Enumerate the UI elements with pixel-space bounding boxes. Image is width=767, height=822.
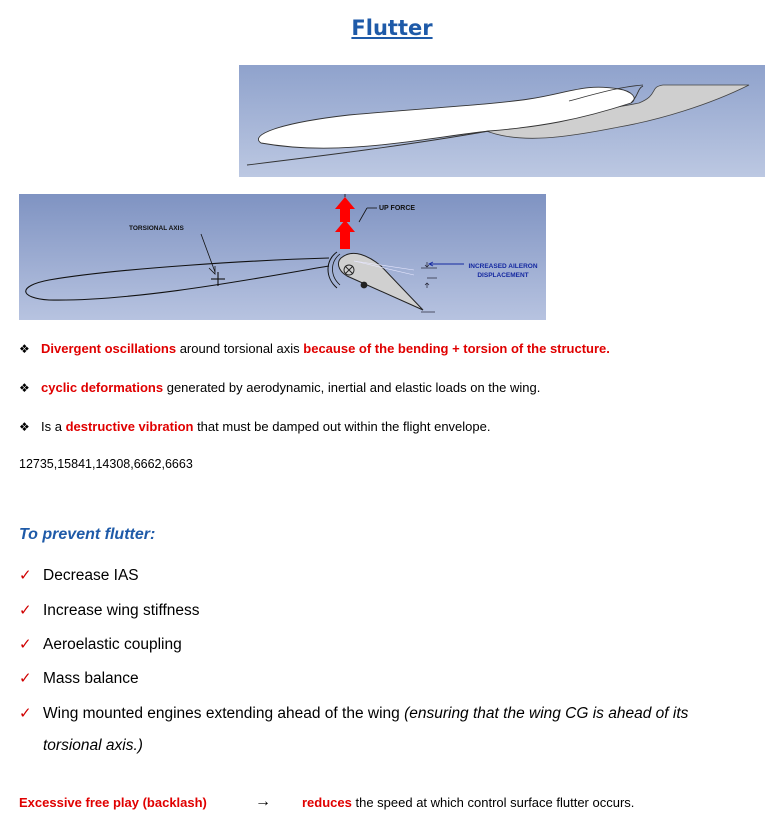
check-mark-icon: ✓ [19, 636, 32, 653]
diamond-bullet-icon: ❖ [19, 342, 30, 356]
wing-twist-figure [239, 65, 765, 177]
up-force-label: UP FORCE [379, 205, 416, 212]
reference-numbers: 12735,15841,14308,6662,6663 [19, 457, 193, 471]
right-arrow-icon: → [255, 793, 271, 810]
bullet-item: ❖ Divergent oscillations around torsional axis because of the bending + torsion of the structure. [19, 341, 610, 356]
prevent-heading: To prevent flutter: [19, 526, 156, 543]
bullet-item: ❖ cyclic deformations generated by aerodynamic, inertial and elastic loads on the wing. [19, 380, 541, 395]
check-mark-icon: ✓ [19, 670, 32, 687]
aileron-label-line2: DISPLACEMENT [477, 272, 529, 279]
cg-marker-icon [361, 282, 368, 289]
page-title: Flutter [351, 16, 433, 40]
aileron-flutter-figure [19, 194, 546, 320]
aileron-label-line1: INCREASED AILERON [468, 263, 538, 270]
diamond-bullet-icon: ❖ [19, 420, 30, 434]
prevent-item: ✓ Increase wing stiffness [19, 602, 200, 619]
check-mark-icon: ✓ [19, 567, 32, 584]
check-mark-icon: ✓ [19, 602, 32, 619]
torsional-axis-label: TORSIONAL AXIS [129, 225, 184, 232]
backlash-note: Excessive free play (backlash) → reduces the speed at which control surface flutter occurs. [19, 793, 635, 810]
check-mark-icon: ✓ [19, 705, 32, 722]
prevent-item: ✓ Wing mounted engines extending ahead of the wing (ensuring that the wing CG is ahead of its [19, 705, 689, 722]
bullet-item: ❖ Is a destructive vibration that must be damped out within the flight envelope. [19, 419, 491, 434]
prevent-item: ✓ Decrease IAS [19, 567, 139, 584]
prevent-item-continuation: torsional axis.) [43, 737, 143, 754]
prevent-item: ✓ Mass balance [19, 670, 139, 687]
diamond-bullet-icon: ❖ [19, 381, 30, 395]
prevent-item: ✓ Aeroelastic coupling [19, 636, 182, 653]
